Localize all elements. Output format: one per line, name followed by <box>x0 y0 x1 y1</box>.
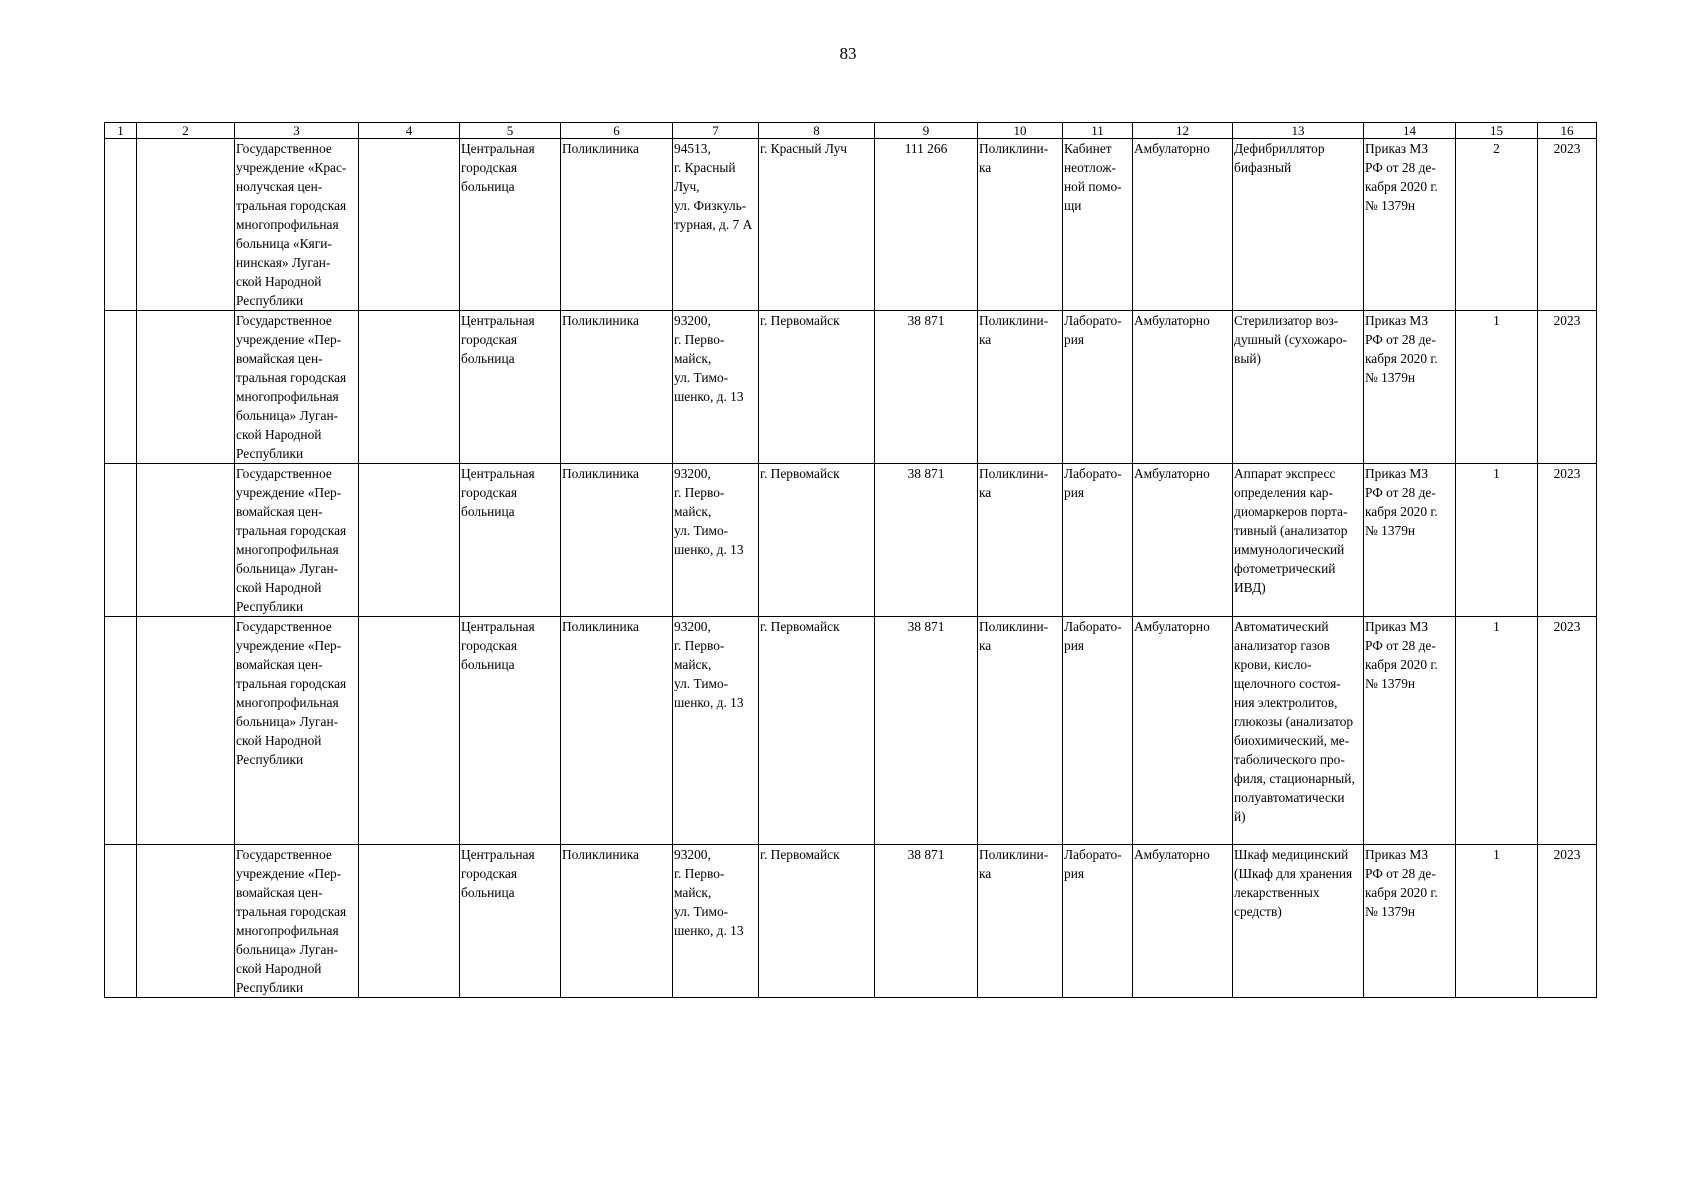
cell-col-2 <box>137 139 235 311</box>
cell-equipment: Дефибриллятор бифазный <box>1233 139 1364 311</box>
table-row <box>105 617 1597 845</box>
cell-equipment: Автоматический анализатор газов крови, кисло- щелочного состоя- ния электролитов, глюкозы (анализатор биохимический, ме- таболического про- филя, стационарный, полуавтоматически й) <box>1233 617 1364 845</box>
cell-city: г. Первомайск <box>759 845 875 998</box>
cell-row-number <box>105 464 137 617</box>
cell-quantity: 1 <box>1456 845 1538 998</box>
cell-population: 38 871 <box>875 845 978 998</box>
cell-year: 2023 <box>1538 139 1597 311</box>
cell-quantity: 1 <box>1456 464 1538 617</box>
column-header: 14 <box>1364 123 1456 139</box>
column-header: 9 <box>875 123 978 139</box>
cell-care-mode: Амбулаторно <box>1133 617 1233 845</box>
cell-order: Приказ МЗ РФ от 28 де- кабря 2020 г. № 1379н <box>1364 464 1456 617</box>
column-header: 15 <box>1456 123 1538 139</box>
cell-department: Поликлини- ка <box>978 311 1063 464</box>
column-header: 2 <box>137 123 235 139</box>
cell-equipment: Аппарат экспресс определения кар- диомаркеров порта- тивный (анализатор иммунологический фотометрический ИВД) <box>1233 464 1364 617</box>
table-row <box>105 311 1597 464</box>
cell-department: Поликлини- ка <box>978 464 1063 617</box>
cell-quantity: 1 <box>1456 311 1538 464</box>
cell-unit: Поликлиника <box>561 139 673 311</box>
cell-population: 38 871 <box>875 464 978 617</box>
column-header: 4 <box>359 123 460 139</box>
cell-order: Приказ МЗ РФ от 28 де- кабря 2020 г. № 1379н <box>1364 311 1456 464</box>
cell-year: 2023 <box>1538 617 1597 845</box>
cell-institution: Государственное учреждение «Пер- вомайская цен- тральная городская многопрофильная больница» Луган- ской Народной Республики <box>235 617 359 845</box>
cell-room: Лаборато- рия <box>1063 617 1133 845</box>
table-row <box>105 139 1597 311</box>
column-header: 12 <box>1133 123 1233 139</box>
cell-row-number <box>105 139 137 311</box>
cell-equipment: Шкаф медицинский (Шкаф для хранения лекарственных средств) <box>1233 845 1364 998</box>
column-header: 5 <box>460 123 561 139</box>
cell-unit: Поликлиника <box>561 464 673 617</box>
cell-facility-type: Центральная городская больница <box>460 311 561 464</box>
cell-col-4 <box>359 311 460 464</box>
cell-room: Лаборато- рия <box>1063 464 1133 617</box>
cell-address: 93200, г. Перво- майск, ул. Тимо- шенко, д. 13 <box>673 845 759 998</box>
column-header: 16 <box>1538 123 1597 139</box>
column-header: 8 <box>759 123 875 139</box>
cell-row-number <box>105 311 137 464</box>
page-number: 83 <box>839 44 857 63</box>
cell-institution: Государственное учреждение «Пер- вомайская цен- тральная городская многопрофильная больница» Луган- ской Народной Республики <box>235 845 359 998</box>
cell-year: 2023 <box>1538 311 1597 464</box>
cell-room: Кабинет неотлож- ной помо- щи <box>1063 139 1133 311</box>
cell-institution: Государственное учреждение «Крас- нолучская цен- тральная городская многопрофильная больница «Кяги- нинская» Луган- ской Народной Республики <box>235 139 359 311</box>
cell-col-4 <box>359 845 460 998</box>
cell-care-mode: Амбулаторно <box>1133 139 1233 311</box>
cell-quantity: 1 <box>1456 617 1538 845</box>
cell-facility-type: Центральная городская больница <box>460 464 561 617</box>
cell-city: г. Первомайск <box>759 311 875 464</box>
cell-department: Поликлини- ка <box>978 139 1063 311</box>
cell-equipment: Стерилизатор воз- душный (сухожаро- вый) <box>1233 311 1364 464</box>
cell-col-2 <box>137 311 235 464</box>
cell-col-4 <box>359 464 460 617</box>
column-header: 7 <box>673 123 759 139</box>
cell-address: 94513, г. Красный Луч, ул. Физкуль- турная, д. 7 А <box>673 139 759 311</box>
column-header: 6 <box>561 123 673 139</box>
cell-care-mode: Амбулаторно <box>1133 845 1233 998</box>
cell-room: Лаборато- рия <box>1063 311 1133 464</box>
table-row <box>105 464 1597 617</box>
cell-order: Приказ МЗ РФ от 28 де- кабря 2020 г. № 1379н <box>1364 617 1456 845</box>
cell-address: 93200, г. Перво- майск, ул. Тимо- шенко, д. 13 <box>673 311 759 464</box>
cell-institution: Государственное учреждение «Пер- вомайская цен- тральная городская многопрофильная больница» Луган- ской Народной Республики <box>235 464 359 617</box>
cell-population: 111 266 <box>875 139 978 311</box>
cell-department: Поликлини- ка <box>978 617 1063 845</box>
cell-population: 38 871 <box>875 617 978 845</box>
cell-facility-type: Центральная городская больница <box>460 617 561 845</box>
column-header: 11 <box>1063 123 1133 139</box>
cell-col-2 <box>137 464 235 617</box>
column-number-row <box>105 123 1597 139</box>
cell-care-mode: Амбулаторно <box>1133 464 1233 617</box>
cell-col-4 <box>359 617 460 845</box>
cell-col-4 <box>359 139 460 311</box>
cell-facility-type: Центральная городская больница <box>460 845 561 998</box>
column-header: 10 <box>978 123 1063 139</box>
column-header: 3 <box>235 123 359 139</box>
cell-quantity: 2 <box>1456 139 1538 311</box>
column-header: 13 <box>1233 123 1364 139</box>
equipment-table <box>104 122 1597 998</box>
cell-room: Лаборато- рия <box>1063 845 1133 998</box>
cell-row-number <box>105 617 137 845</box>
cell-unit: Поликлиника <box>561 845 673 998</box>
cell-row-number <box>105 845 137 998</box>
cell-care-mode: Амбулаторно <box>1133 311 1233 464</box>
cell-col-2 <box>137 617 235 845</box>
table-row <box>105 845 1597 998</box>
cell-address: 93200, г. Перво- майск, ул. Тимо- шенко, д. 13 <box>673 617 759 845</box>
cell-order: Приказ МЗ РФ от 28 де- кабря 2020 г. № 1379н <box>1364 139 1456 311</box>
cell-city: г. Первомайск <box>759 617 875 845</box>
cell-city: г. Первомайск <box>759 464 875 617</box>
cell-city: г. Красный Луч <box>759 139 875 311</box>
cell-facility-type: Центральная городская больница <box>460 139 561 311</box>
cell-col-2 <box>137 845 235 998</box>
cell-unit: Поликлиника <box>561 311 673 464</box>
cell-institution: Государственное учреждение «Пер- вомайская цен- тральная городская многопрофильная больница» Луган- ской Народной Республики <box>235 311 359 464</box>
column-header: 1 <box>105 123 137 139</box>
cell-department: Поликлини- ка <box>978 845 1063 998</box>
cell-order: Приказ МЗ РФ от 28 де- кабря 2020 г. № 1379н <box>1364 845 1456 998</box>
cell-unit: Поликлиника <box>561 617 673 845</box>
cell-year: 2023 <box>1538 464 1597 617</box>
cell-population: 38 871 <box>875 311 978 464</box>
cell-address: 93200, г. Перво- майск, ул. Тимо- шенко, д. 13 <box>673 464 759 617</box>
cell-year: 2023 <box>1538 845 1597 998</box>
